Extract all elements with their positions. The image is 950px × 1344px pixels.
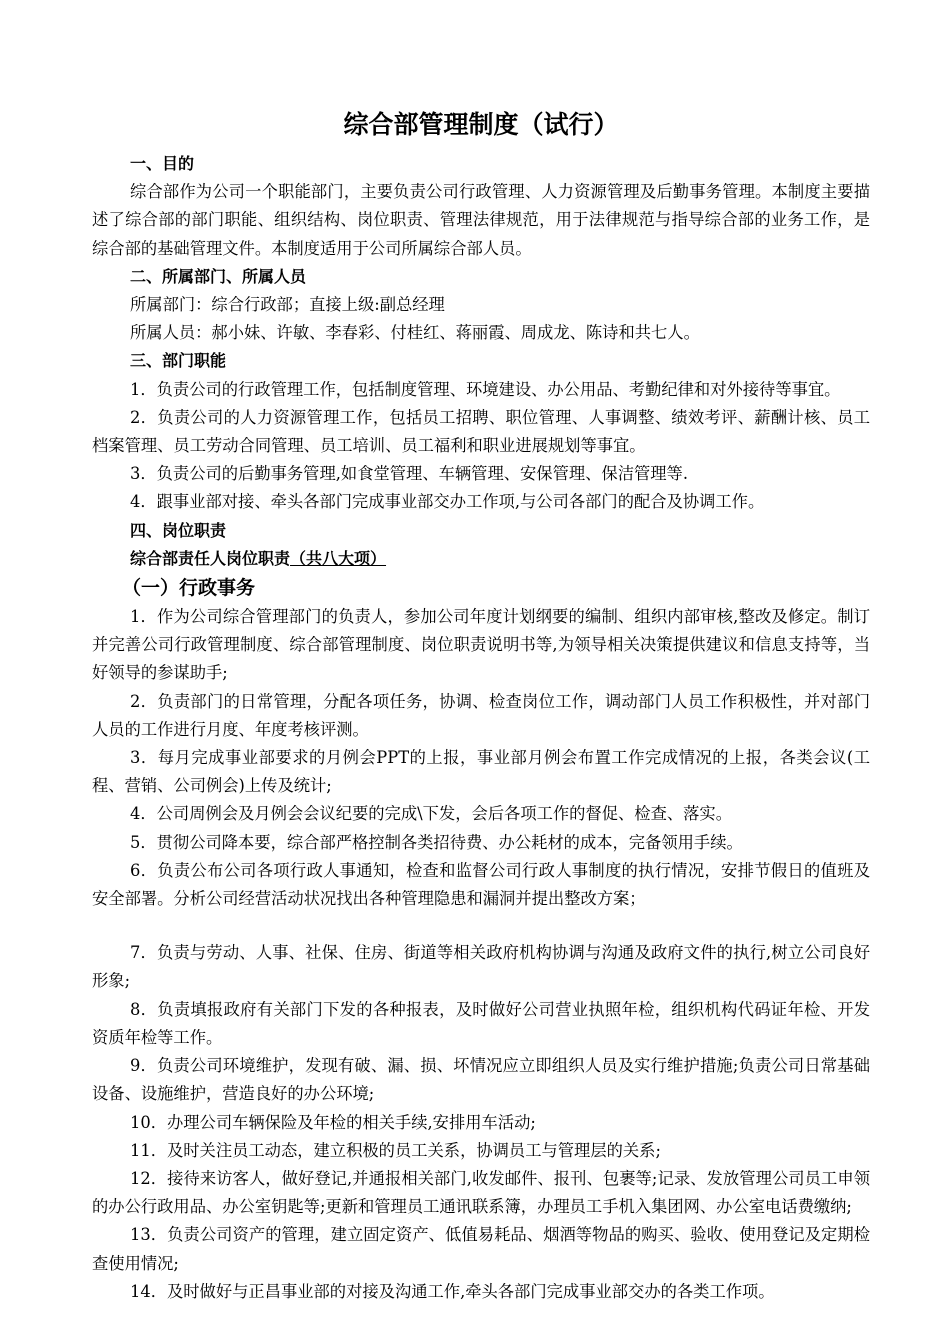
duty-item: 11．及时关注员工动态，建立积极的员工关系，协调员工与管理层的关系;: [130, 1140, 661, 1160]
duty-item: 3．每月完成事业部要求的月例会PPT的上报，事业部月例会布置工作完成情况的上报，各类会议(工程、营销、公司例会)上传及统计;: [92, 748, 870, 796]
function-item: 4．跟事业部对接、牵头各部门完成事业部交办工作项,与公司各部门的配合及协调工作。: [130, 492, 765, 512]
duty-item: 8．负责填报政府有关部门下发的各种报表，及时做好公司营业执照年检，组织机构代码证年检、开发资质年检等工作。: [92, 999, 870, 1047]
purpose-paragraph: 综合部作为公司一个职能部门，主要负责公司行政管理、人力资源管理及后勤事务管理。本制度主要描述了综合部的部门职能、组织结构、岗位职责、管理法律规范，用于法律规范与指导综合部的业务工作，是综合部的基础管理文件。本制度适用于公司所属综合部人员。: [92, 182, 870, 258]
duty-item: 12．接待来访客人，做好登记,并通报相关部门,收发邮件、报刊、包裹等;记录、发放管理公司员工申领的办公行政用品、办公室钥匙等;更新和管理员工通讯联系簿，办理员工手机入集团网、办公室电话费缴纳;: [92, 1168, 870, 1217]
function-item: 3．负责公司的后勤事务管理,如食堂管理、车辆管理、安保管理、保洁管理等.: [130, 464, 688, 484]
duty-item: 7．负责与劳动、人事、社保、住房、街道等相关政府机构协调与沟通及政府文件的执行,树立公司良好形象;: [92, 943, 870, 991]
section-heading-functions: 三、部门职能: [130, 351, 227, 371]
function-item: 1．负责公司的行政管理工作，包括制度管理、环境建设、办公用品、考勤纪律和对外接待等事宜。: [130, 379, 841, 399]
document-page: [92, 102, 870, 1306]
admin-affairs-title: （一）行政事务: [122, 577, 256, 600]
duty-item: 2．负责部门的日常管理，分配各项任务，协调、检查岗位工作，调动部门人员工作积极性，并对部门人员的工作进行月度、年度考核评测。: [92, 691, 870, 739]
document-title: 综合部管理制度（试行）: [343, 110, 619, 139]
duty-item: 6．负责公布公司各项行政人事通知，检查和监督公司行政人事制度的执行情况，安排节假日的值班及安全部署。分析公司经营活动状况找出各种管理隐患和漏洞并提出整改方案；: [92, 860, 870, 909]
duties-subheading: [92, 545, 870, 573]
staff-line: 所属人员：郝小妹、许敏、李春彩、付桂红、蒋丽霞、周成龙、陈诗和共七人。: [130, 323, 700, 343]
section-heading-department: 二、所属部门、所属人员: [130, 266, 307, 286]
duties-subheading-note: （共八大项）: [290, 548, 387, 568]
duty-item: 1．作为公司综合管理部门的负责人，参加公司年度计划纲要的编制、组织内部审核,整改及修定。制订并完善公司行政管理制度、综合部管理制度、岗位职责说明书等,为领导相关决策提供建议和信息支持等，当好领导的参谋助手;: [92, 607, 870, 683]
section-heading-duties: 四、岗位职责: [130, 520, 227, 540]
section-heading-purpose: 一、目的: [130, 154, 195, 173]
duty-item: 14．及时做好与正昌事业部的对接及沟通工作,牵头各部门完成事业部交办的各类工作项。: [130, 1281, 775, 1301]
duty-item: 4．公司周例会及月例会会议纪要的完成\下发，会后各项工作的督促、检查、落实。: [130, 804, 732, 824]
duty-item: 9．负责公司环境维护，发现有破、漏、损、坏情况应立即组织人员及实行维护措施;负责公司日常基础设备、设施维护，营造良好的办公环境;: [92, 1056, 870, 1104]
duty-item: 13．负责公司资产的管理，建立固定资产、低值易耗品、烟酒等物品的购买、验收、使用登记及定期检查使用情况;: [92, 1225, 870, 1273]
function-item: 2．负责公司的人力资源管理工作，包括员工招聘、职位管理、人事调整、绩效考评、薪酬计核、员工档案管理、员工劳动合同管理、员工培训、员工福利和职业进展规划等事宜。: [92, 407, 870, 456]
duty-item: 10．办理公司车辆保险及年检的相关手续,安排用车活动;: [130, 1112, 536, 1132]
duty-item: 5．贯彻公司降本要，综合部严格控制各类招待费、办公耗材的成本，完备领用手续。: [130, 832, 743, 852]
blank-line: [92, 913, 870, 939]
duties-subheading-main: 综合部责任人岗位职责: [130, 548, 291, 568]
department-line: 所属部门：综合行政部；直接上级:副总经理: [130, 295, 445, 315]
